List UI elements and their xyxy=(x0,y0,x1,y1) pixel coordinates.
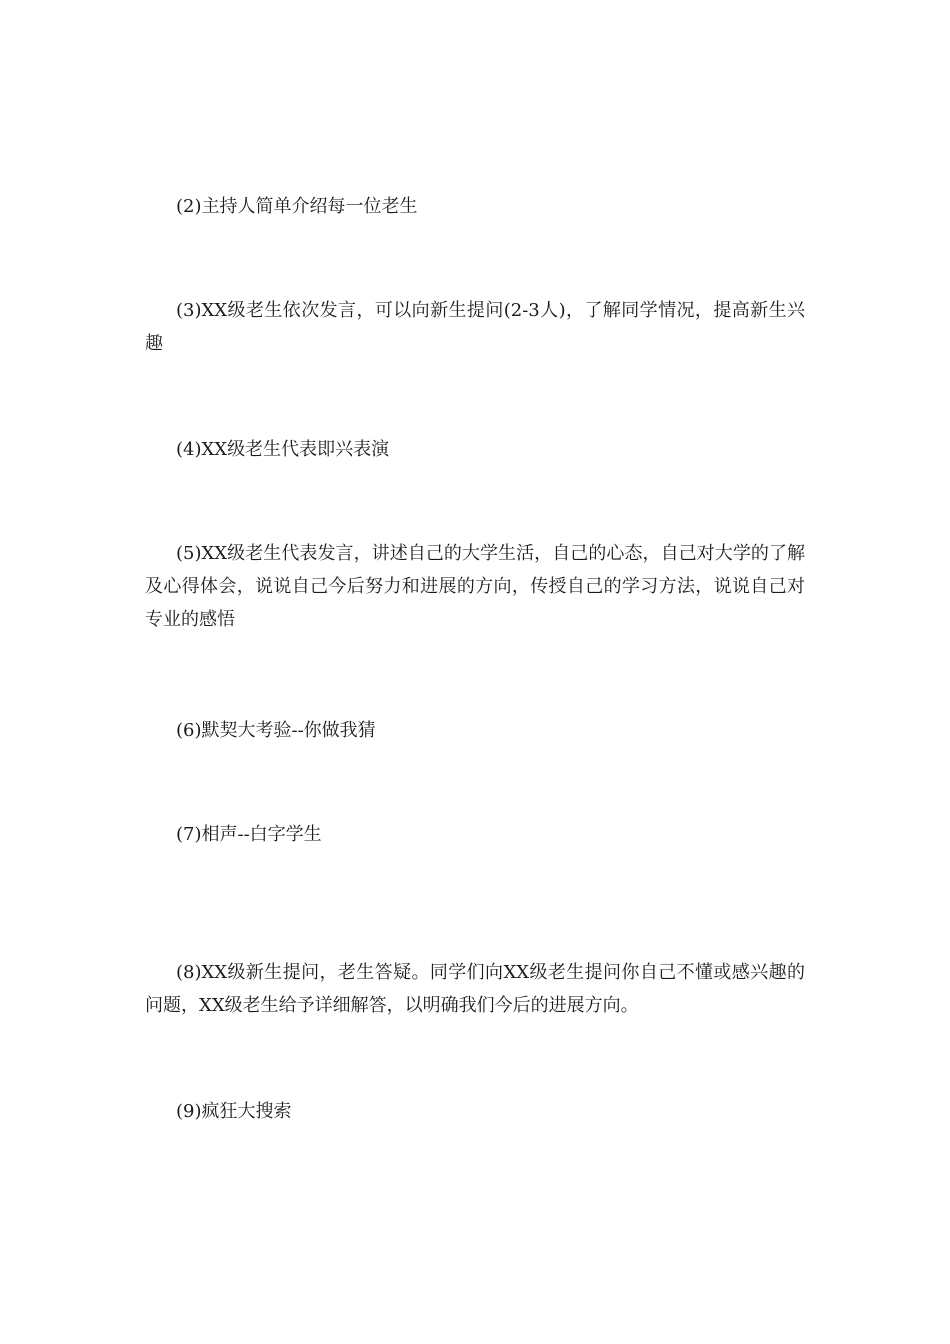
paragraph-item-8: (8)XX级新生提问，老生答疑。同学们向XX级老生提问你自己不懂或感兴趣的问题，XX级老生给予详细解答，以明确我们今后的进展方向。 xyxy=(145,962,805,1016)
paragraph-item-2: (2)主持人简单介绍每一位老生 xyxy=(176,196,418,217)
paragraph-item-9: (9)疯狂大搜索 xyxy=(176,1101,292,1122)
paragraph-item-5: (5)XX级老生代表发言，讲述自己的大学生活，自己的心态，自己对大学的了解及心得体会，说说自己今后努力和进展的方向，传授自己的学习方法，说说自己对专业的感悟 xyxy=(145,543,805,630)
paragraph-item-6: (6)默契大考验--你做我猜 xyxy=(176,720,376,741)
paragraph-item-4: (4)XX级老生代表即兴表演 xyxy=(176,439,390,460)
paragraph-item-7: (7)相声--白字学生 xyxy=(176,824,322,845)
paragraph-item-3: (3)XX级老生依次发言，可以向新生提问(2-3人)，了解同学情况，提高新生兴趣 xyxy=(145,300,805,354)
